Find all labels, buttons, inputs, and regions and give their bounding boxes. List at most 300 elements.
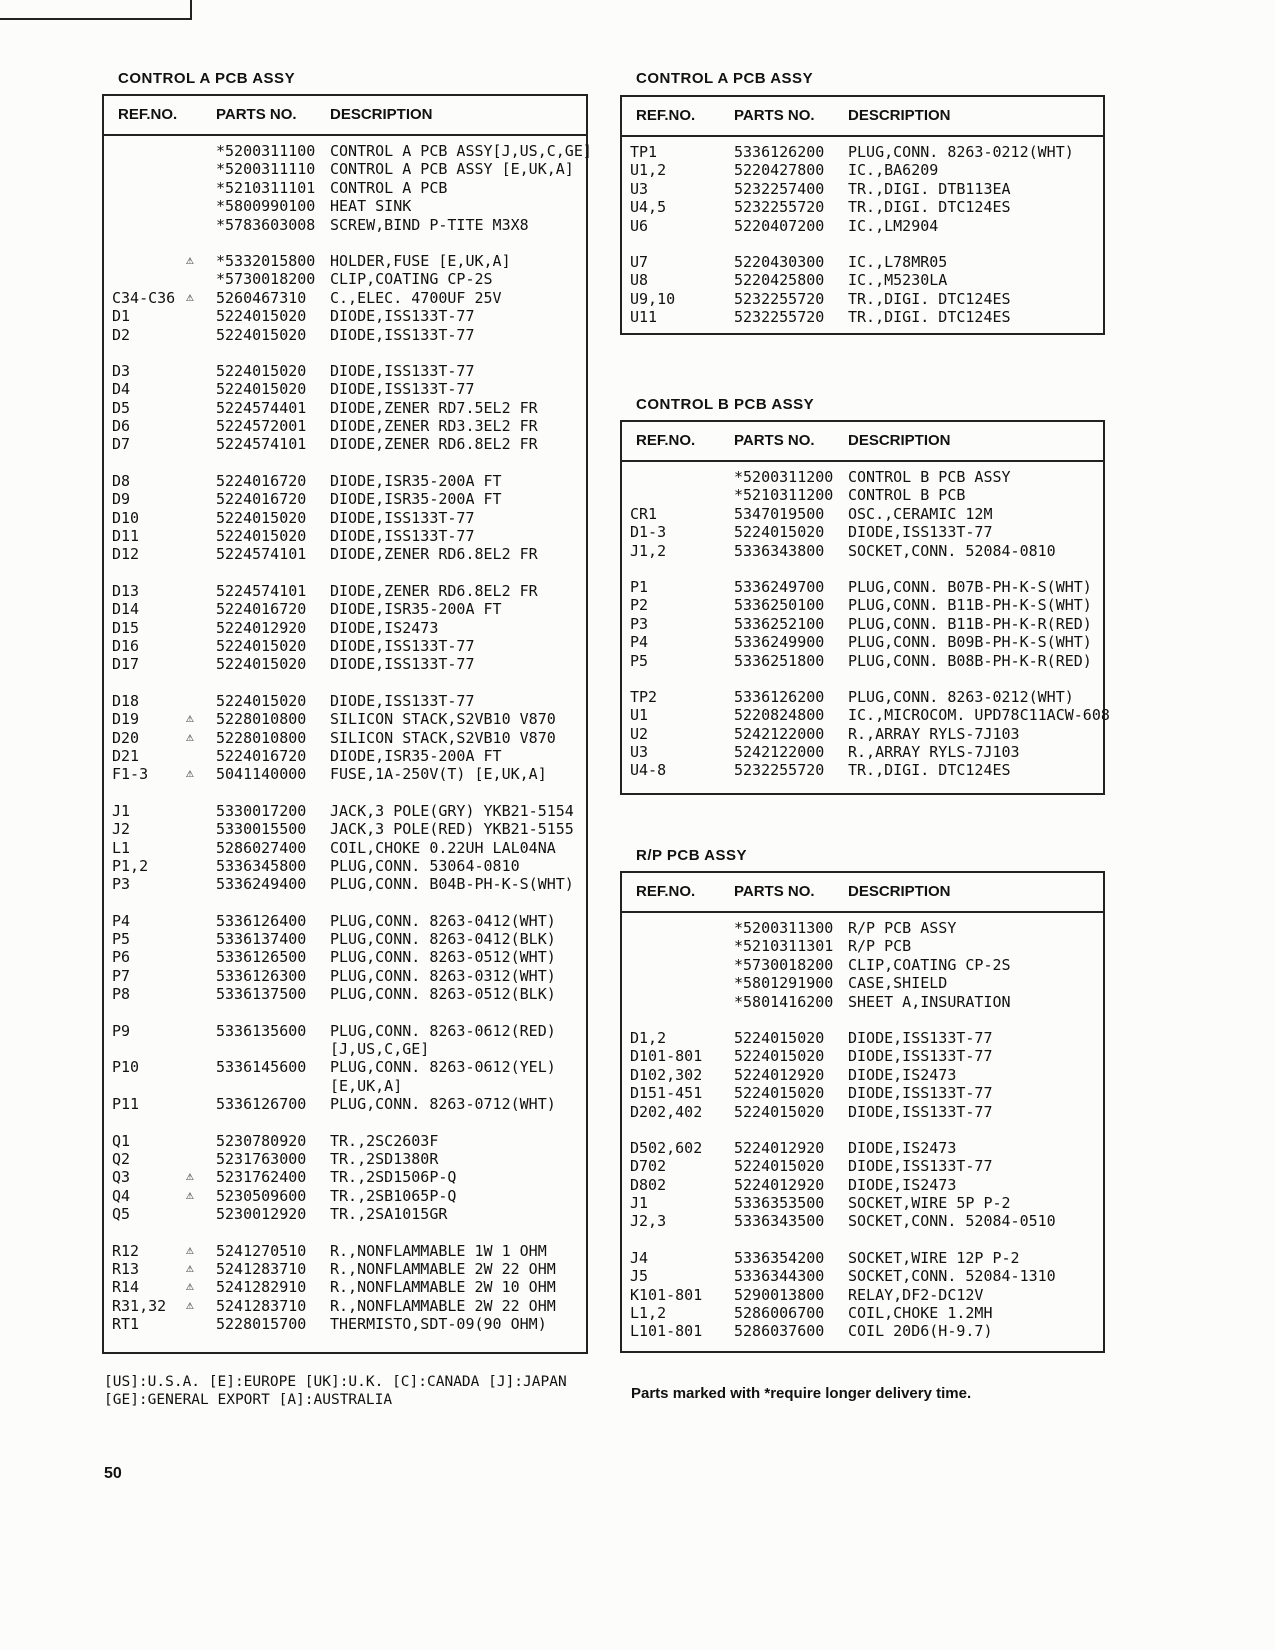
description-cell: PLUG,CONN. 8263-0412(BLK) (330, 930, 556, 949)
description-cell: SILICON STACK,S2VB10 V870 (330, 710, 556, 729)
description-cell: PLUG,CONN. 8263-0612(RED) (330, 1021, 556, 1040)
parts-no-cell: 5231763000 (216, 1149, 307, 1168)
description-cell: IC.,BA6209 (848, 161, 939, 180)
ref-no-cell: D802 (630, 1175, 667, 1194)
table-row (104, 490, 586, 508)
table-row (622, 615, 1103, 633)
table-row (104, 545, 586, 563)
table-row (622, 956, 1103, 974)
ref-no-cell: D11 (112, 527, 140, 546)
table-row (104, 619, 586, 637)
table-row (622, 706, 1110, 725)
ref-no-cell: Q5 (112, 1205, 131, 1224)
description-cell: R/P PCB (848, 937, 912, 956)
ref-no-cell: D2 (112, 325, 131, 344)
row-group (104, 912, 586, 1004)
description-cell: PLUG,CONN. 53064-0810 (330, 856, 520, 875)
row-group (622, 919, 1103, 1011)
parts-no-cell: 5224015020 (734, 1157, 825, 1176)
ref-no-cell: P6 (112, 948, 131, 967)
description-cell: JACK,3 POLE(GRY) YKB21-5154 (330, 801, 574, 820)
table-row (104, 1242, 586, 1260)
table-row (622, 486, 1103, 504)
description-cell: TR.,2SD1506P-Q (330, 1168, 457, 1187)
table-row (622, 161, 1103, 179)
parts-no-cell: 5232257400 (734, 179, 825, 198)
table-row (104, 967, 586, 985)
parts-table-control-a-right (620, 95, 1105, 335)
table-row (622, 937, 1103, 955)
header-description: DESCRIPTION (848, 432, 951, 449)
ref-no-cell: L1,2 (630, 1304, 667, 1323)
description-cell: TR.,2SA1015GR (330, 1205, 448, 1224)
table-row (622, 974, 1103, 992)
parts-no-cell: 5242122000 (734, 743, 825, 762)
description-cell: IC.,M5230LA (848, 271, 948, 290)
table-row (104, 435, 586, 453)
description-cell: R.,ARRAY RYLS-7J103 (848, 743, 1020, 762)
parts-no-cell: 5336126500 (216, 948, 307, 967)
parts-no-cell: 5336344300 (734, 1267, 825, 1286)
description-cell: R.,NONFLAMMABLE 1W 1 OHM (330, 1241, 547, 1260)
description-cell: DIODE,IS2473 (848, 1065, 957, 1084)
description-cell: CONTROL B PCB ASSY (848, 468, 1011, 486)
description-cell: SOCKET,CONN. 52084-1310 (848, 1267, 1056, 1286)
parts-no-cell: *5200311110 (216, 160, 316, 179)
ref-no-cell: D17 (112, 655, 140, 674)
description-cell: DIODE,ISS133T-77 (848, 1047, 993, 1066)
parts-no-cell: 5336137400 (216, 930, 307, 949)
description-cell: TR.,DIGI. DTB113EA (848, 179, 1011, 198)
ref-no-cell: D1-3 (630, 523, 667, 542)
section-title-control-b: CONTROL B PCB ASSY (636, 396, 815, 413)
parts-no-cell: 5220427800 (734, 161, 825, 180)
table-row (622, 993, 1103, 1011)
parts-no-cell: 5347019500 (734, 504, 825, 523)
parts-no-cell: 5228010800 (216, 728, 307, 747)
safety-warning-icon: ⚠ (186, 1279, 194, 1295)
description-cell: SHEET A,INSURATION (848, 992, 1011, 1011)
table-row (622, 523, 1103, 541)
ref-no-cell: D7 (112, 435, 131, 454)
row-group (622, 578, 1103, 670)
ref-no-cell: D702 (630, 1157, 667, 1176)
table-row (104, 820, 586, 838)
ref-no-cell: U2 (630, 724, 649, 743)
parts-no-cell: 5224015020 (216, 307, 307, 326)
description-cell: DIODE,ISS133T-77 (330, 655, 475, 674)
table-header (622, 97, 1103, 137)
description-cell: R.,NONFLAMMABLE 2W 22 OHM (330, 1296, 556, 1315)
table-row (104, 710, 586, 728)
table-row (622, 1176, 1103, 1194)
description-cell: PLUG,CONN. B04B-PH-K-S(WHT) (330, 875, 574, 894)
ref-no-cell: P3 (630, 614, 649, 633)
parts-no-cell: 5336345800 (216, 856, 307, 875)
ref-no-cell: U7 (630, 252, 649, 271)
parts-no-cell: 5336252100 (734, 614, 825, 633)
parts-no-cell: *5210311301 (734, 937, 834, 956)
parts-no-cell: *5210311200 (734, 486, 834, 505)
table-header (104, 96, 586, 136)
ref-no-cell: D9 (112, 490, 131, 509)
ref-no-cell: L101-801 (630, 1322, 703, 1341)
ref-no-cell: D5 (112, 398, 131, 417)
ref-no-cell: U11 (630, 308, 658, 327)
parts-no-cell: *5210311101 (216, 178, 316, 197)
table-row (622, 198, 1103, 216)
parts-no-cell: 5231762400 (216, 1168, 307, 1187)
ref-no-cell: U4-8 (630, 761, 667, 780)
ref-no-cell: C34-C36 (112, 288, 176, 307)
parts-no-cell: 5336137500 (216, 985, 307, 1004)
table-row (104, 216, 586, 234)
table-row (622, 596, 1103, 614)
safety-warning-icon: ⚠ (186, 1242, 194, 1258)
row-group (622, 468, 1103, 560)
parts-table-rp (620, 871, 1105, 1353)
ref-no-cell: P1 (630, 577, 649, 596)
ref-no-cell: P4 (112, 911, 131, 930)
description-cell: PLUG,CONN. 8263-0712(WHT) (330, 1095, 556, 1114)
parts-no-cell: *5730018200 (216, 270, 316, 289)
table-row (622, 1194, 1103, 1212)
row-group (104, 1022, 586, 1114)
ref-no-cell: Q3 (112, 1168, 131, 1187)
ref-no-cell: D6 (112, 417, 131, 436)
parts-no-cell: *5730018200 (734, 955, 834, 974)
table-row (104, 802, 586, 820)
table-body (622, 143, 1103, 345)
description-cell: IC.,MICROCOM. UPD78C11ACW-608 (848, 706, 1110, 725)
ref-no-cell: P1,2 (112, 856, 149, 875)
description-cell: TR.,DIGI. DTC124ES (848, 308, 1011, 327)
ref-no-cell: CR1 (630, 504, 658, 523)
region-legend-line-1: [US]:U.S.A. [E]:EUROPE [UK]:U.K. [C]:CANADA [J]:JAPAN (104, 1374, 567, 1390)
table-row (104, 655, 586, 673)
header-ref-no: REF.NO. (636, 107, 696, 124)
description-cell: TR.,2SC2603F (330, 1131, 439, 1150)
parts-no-cell: 5330015500 (216, 820, 307, 839)
description-cell: [J,US,C,GE] (330, 1040, 430, 1059)
header-parts-no: PARTS NO. (734, 883, 815, 900)
parts-no-cell: 5286037600 (734, 1322, 825, 1341)
description-cell: TR.,DIGI. DTC124ES (848, 289, 1011, 308)
parts-no-cell: 5041140000 (216, 765, 307, 784)
row-group (104, 802, 586, 894)
ref-no-cell: D13 (112, 581, 140, 600)
table-row (104, 142, 592, 160)
table-row (622, 271, 1103, 289)
parts-no-cell: 5220407200 (734, 216, 825, 235)
table-row (622, 308, 1103, 326)
parts-no-cell: 5224015020 (734, 1102, 825, 1121)
parts-no-cell: 5290013800 (734, 1285, 825, 1304)
parts-no-cell: 5241282910 (216, 1278, 307, 1297)
parts-no-cell: *5200311100 (216, 142, 316, 160)
ref-no-cell: TP1 (630, 143, 658, 161)
table-row (104, 1022, 586, 1040)
description-cell: COIL,CHOKE 1.2MH (848, 1304, 993, 1323)
parts-no-cell: 5224012920 (734, 1065, 825, 1084)
parts-no-cell: 5230780920 (216, 1131, 307, 1150)
description-cell: PLUG,CONN. B09B-PH-K-S(WHT) (848, 633, 1092, 652)
parts-no-cell: *5332015800 (216, 251, 316, 270)
parts-no-cell: 5336250100 (734, 596, 825, 615)
description-cell: TR.,DIGI. DTC124ES (848, 761, 1011, 780)
parts-no-cell: 5224015020 (216, 380, 307, 399)
safety-warning-icon: ⚠ (186, 1260, 194, 1276)
ref-no-cell: K101-801 (630, 1285, 703, 1304)
parts-no-cell: 5336249400 (216, 875, 307, 894)
row-group (104, 1132, 586, 1224)
table-row (104, 307, 586, 325)
parts-no-cell: 5224015020 (216, 691, 307, 710)
table-row (622, 143, 1103, 161)
ref-no-cell: D20 (112, 728, 140, 747)
description-cell: DIODE,ISS133T-77 (330, 307, 475, 326)
table-row (104, 875, 586, 893)
ref-no-cell: R31,32 (112, 1296, 167, 1315)
parts-no-cell: 5232255720 (734, 289, 825, 308)
ref-no-cell: D18 (112, 691, 140, 710)
table-row (104, 1150, 586, 1168)
description-cell: CLIP,COATING CP-2S (330, 270, 493, 289)
description-cell: DIODE,ISS133T-77 (330, 380, 475, 399)
parts-no-cell: 5230012920 (216, 1205, 307, 1224)
header-ref-no: REF.NO. (636, 883, 696, 900)
table-row (104, 912, 586, 930)
ref-no-cell: D4 (112, 380, 131, 399)
parts-no-cell: 5336354200 (734, 1248, 825, 1267)
parts-no-cell: 5224572001 (216, 417, 307, 436)
table-row (104, 1040, 586, 1058)
table-row (104, 326, 586, 344)
parts-no-cell: 5224012920 (734, 1175, 825, 1194)
table-header (622, 422, 1103, 462)
table-row (622, 633, 1103, 651)
ref-no-cell: R14 (112, 1278, 140, 1297)
table-row (104, 1132, 586, 1150)
ref-no-cell: P2 (630, 596, 649, 615)
ref-no-cell: D1 (112, 307, 131, 326)
description-cell: SCREW,BIND P-TITE M3X8 (330, 215, 529, 234)
table-row (104, 839, 586, 857)
header-description: DESCRIPTION (848, 883, 951, 900)
description-cell: C.,ELEC. 4700UF 25V (330, 288, 502, 307)
ref-no-cell: P5 (112, 930, 131, 949)
description-cell: SOCKET,WIRE 12P P-2 (848, 1248, 1020, 1267)
description-cell: DIODE,ISS133T-77 (848, 1028, 993, 1047)
parts-no-cell: 5220824800 (734, 706, 825, 725)
safety-warning-icon: ⚠ (186, 289, 194, 305)
table-row (622, 761, 1103, 779)
description-cell: IC.,LM2904 (848, 216, 939, 235)
header-parts-no: PARTS NO. (734, 107, 815, 124)
row-group (104, 472, 586, 564)
description-cell: PLUG,CONN. 8263-0512(BLK) (330, 985, 556, 1004)
parts-no-cell: *5200311300 (734, 919, 834, 937)
description-cell: IC.,L78MR05 (848, 252, 948, 271)
parts-no-cell: 5224012920 (216, 618, 307, 637)
parts-no-cell: 5224015020 (734, 523, 825, 542)
table-row (104, 252, 586, 270)
description-cell: DIODE,ISS133T-77 (330, 361, 475, 380)
ref-no-cell: D21 (112, 746, 140, 765)
delivery-note: Parts marked with *require longer delivery time. (631, 1385, 972, 1402)
description-cell: PLUG,CONN. 8263-0312(WHT) (330, 966, 556, 985)
ref-no-cell: U9,10 (630, 289, 676, 308)
table-row (622, 1267, 1103, 1285)
parts-no-cell: 5224015020 (216, 655, 307, 674)
parts-no-cell: 5224015020 (216, 636, 307, 655)
table-row (104, 197, 586, 215)
ref-no-cell: D8 (112, 471, 131, 490)
description-cell: DIODE,ZENER RD3.3EL2 FR (330, 417, 538, 436)
table-row (104, 472, 586, 490)
safety-warning-icon: ⚠ (186, 1297, 194, 1313)
row-group (622, 1029, 1103, 1121)
description-cell: R.,ARRAY RYLS-7J103 (848, 724, 1020, 743)
description-cell: DIODE,ZENER RD6.8EL2 FR (330, 435, 538, 454)
table-row (622, 1212, 1103, 1230)
parts-no-cell: 5242122000 (734, 724, 825, 743)
parts-no-cell: 5224015020 (734, 1084, 825, 1103)
description-cell: PLUG,CONN. B07B-PH-K-S(WHT) (848, 577, 1092, 596)
description-cell: CONTROL A PCB ASSY[J,US,C,GE] (330, 142, 592, 160)
parts-no-cell: 5228015700 (216, 1315, 307, 1334)
parts-no-cell: 5224574101 (216, 435, 307, 454)
table-row (622, 1047, 1103, 1065)
ref-no-cell: P7 (112, 966, 131, 985)
description-cell: DIODE,ISS133T-77 (330, 527, 475, 546)
parts-no-cell: 5232255720 (734, 761, 825, 780)
ref-no-cell: P11 (112, 1095, 140, 1114)
description-cell: SOCKET,WIRE 5P P-2 (848, 1194, 1011, 1213)
description-cell: R.,NONFLAMMABLE 2W 10 OHM (330, 1278, 556, 1297)
ref-no-cell: U3 (630, 743, 649, 762)
table-row (104, 765, 586, 783)
ref-no-cell: F1-3 (112, 765, 149, 784)
parts-no-cell: *5800990100 (216, 197, 316, 216)
table-row (622, 578, 1103, 596)
parts-table-control-a-left (102, 94, 592, 1354)
description-cell: DIODE,ISR35-200A FT (330, 600, 502, 619)
ref-no-cell: Q2 (112, 1149, 131, 1168)
parts-no-cell: 5336353500 (734, 1194, 825, 1213)
description-cell: OSC.,CERAMIC 12M (848, 504, 993, 523)
table-row (622, 652, 1103, 670)
table-row (104, 600, 586, 618)
row-group (622, 687, 1110, 780)
parts-no-cell: 5224016720 (216, 600, 307, 619)
table-row (622, 1084, 1103, 1102)
description-cell: TR.,DIGI. DTC124ES (848, 198, 1011, 217)
table-row (104, 527, 586, 545)
description-cell: DIODE,ISS133T-77 (848, 1102, 993, 1121)
description-cell: HEAT SINK (330, 197, 412, 216)
parts-no-cell: 5224016720 (216, 471, 307, 490)
description-cell: CLIP,COATING CP-2S (848, 955, 1011, 974)
parts-no-cell: 5336249700 (734, 577, 825, 596)
parts-no-cell: 5224015020 (216, 527, 307, 546)
parts-no-cell: 5336251800 (734, 651, 825, 670)
ref-no-cell: U1 (630, 706, 649, 725)
description-cell: CONTROL A PCB ASSY [E,UK,A] (330, 160, 574, 179)
region-legend-line-2: [GE]:GENERAL EXPORT [A]:AUSTRALIA (104, 1392, 393, 1408)
table-row (104, 417, 586, 435)
description-cell: PLUG,CONN. 8263-0612(YEL) (330, 1058, 556, 1077)
ref-no-cell: U4,5 (630, 198, 667, 217)
description-cell: DIODE,ISS133T-77 (848, 523, 993, 542)
ref-no-cell: J2 (112, 820, 131, 839)
ref-no-cell: D502,602 (630, 1138, 703, 1157)
description-cell: DIODE,ZENER RD6.8EL2 FR (330, 545, 538, 564)
parts-no-cell: 5224015020 (734, 1047, 825, 1066)
description-cell: PLUG,CONN. B11B-PH-K-R(RED) (848, 614, 1092, 633)
description-cell: SOCKET,CONN. 52084-0510 (848, 1212, 1056, 1231)
parts-no-cell: 5230509600 (216, 1186, 307, 1205)
parts-no-cell: *5801291900 (734, 974, 834, 993)
table-row (622, 542, 1103, 560)
ref-no-cell: D202,402 (630, 1102, 703, 1121)
table-row (104, 509, 586, 527)
table-row (104, 1095, 586, 1113)
table-row (104, 1297, 586, 1315)
description-cell: [E,UK,A] (330, 1076, 403, 1095)
parts-no-cell: 5336126700 (216, 1095, 307, 1114)
row-group (622, 143, 1103, 235)
table-row (104, 582, 586, 600)
parts-no-cell: 5336126200 (734, 687, 825, 706)
table-row (104, 637, 586, 655)
section-title-control-a-left: CONTROL A PCB ASSY (118, 70, 296, 87)
description-cell: CASE,SHIELD (848, 974, 948, 993)
description-cell: SOCKET,CONN. 52084-0810 (848, 541, 1056, 560)
table-row (622, 1139, 1103, 1157)
description-cell: COIL,CHOKE 0.22UH LAL04NA (330, 838, 556, 857)
table-row (104, 948, 586, 966)
table-row (104, 362, 586, 380)
row-group (622, 1139, 1103, 1231)
table-header (622, 873, 1103, 913)
header-description: DESCRIPTION (848, 107, 951, 124)
table-row (104, 380, 586, 398)
table-row (104, 692, 586, 710)
ref-no-cell: D10 (112, 508, 140, 527)
description-cell: DIODE,ISS133T-77 (330, 508, 475, 527)
table-row (622, 290, 1103, 308)
description-cell: PLUG,CONN. 8263-0412(WHT) (330, 911, 556, 930)
parts-no-cell: 5286027400 (216, 838, 307, 857)
ref-no-cell: D101-801 (630, 1047, 703, 1066)
row-group (104, 1242, 586, 1334)
ref-no-cell: Q1 (112, 1131, 131, 1150)
description-cell: DIODE,ISR35-200A FT (330, 471, 502, 490)
ref-no-cell: U1,2 (630, 161, 667, 180)
description-cell: DIODE,IS2473 (330, 618, 439, 637)
ref-no-cell: J2,3 (630, 1212, 667, 1231)
parts-table-control-b (620, 420, 1110, 795)
description-cell: TR.,2SB1065P-Q (330, 1186, 457, 1205)
ref-no-cell: TP2 (630, 687, 658, 706)
parts-no-cell: 5224574101 (216, 545, 307, 564)
ref-no-cell: J1 (630, 1194, 649, 1213)
ref-no-cell: P8 (112, 985, 131, 1004)
parts-no-cell: 5336145600 (216, 1058, 307, 1077)
parts-no-cell: 5228010800 (216, 710, 307, 729)
table-row (622, 1249, 1103, 1267)
